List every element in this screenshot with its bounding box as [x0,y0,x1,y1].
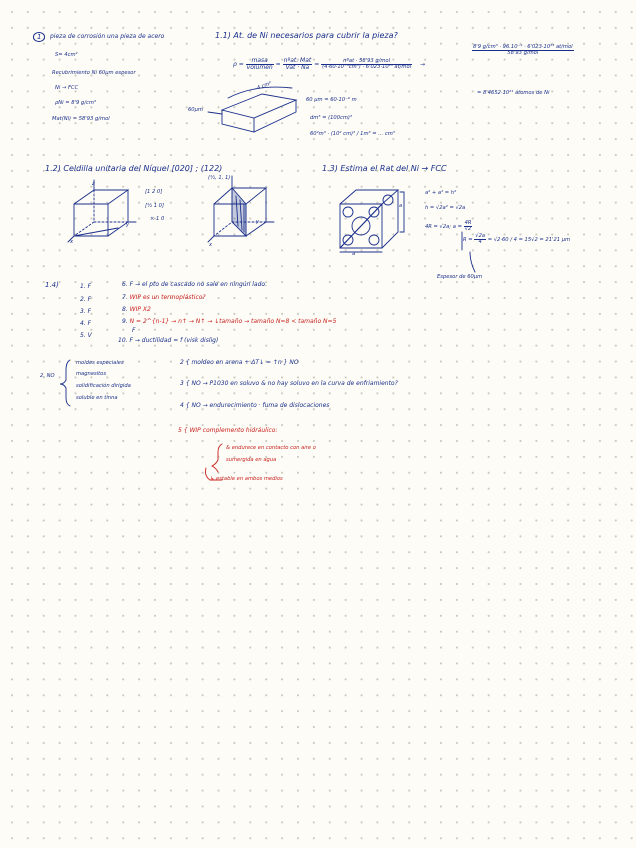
answer-8: 8. WIP X2 [122,306,151,313]
axis-z-label: z [92,181,95,187]
q2-sub-3: ↳ estable en ambos medios [210,476,283,482]
atoms-fraction: $\frac{\text{8'9 g/cm³ · 96.10⁻⁴ · 6'023·10²³ at/mol}}{\text{58'93 g/mol}}$ [473,44,573,57]
label-thickness: 60μm [188,107,203,113]
radius-result: R = $\frac{√2a}{4}$ = √2·60 / 4 = 15√2 = 21'21 μm [463,233,571,246]
axis-y-label-2: y [256,219,260,225]
answer-3: 3. F [80,308,92,315]
answer-7: 7. WIP es un termoplástico? [122,294,206,301]
unit-cell-plane-sketch [208,176,274,242]
given-structure: Ni → FCC [55,85,79,91]
axis-x-label-2: x [209,242,213,248]
conversion-3: 60²m³ · (10² cm)³ / 1m³ = ... cm³ [310,131,395,137]
q13-heading: 1.3) Estima el Rat del Ni → FCC [322,164,447,173]
q2-brace [60,360,70,406]
given-atomic-mass: Mat(Ni) = 58'93 g/mol [52,116,110,122]
answer-10: 10. F → ductilidad = f (visk dislig) [118,337,219,344]
direction-2: [½ 1 0] [145,203,164,209]
problem-number: 1 [33,34,45,41]
answer-1: 1. F [80,283,92,290]
q11-heading: 1.1) At. de Ni necesarios para cubrir la pieza? [215,31,398,40]
given-density: ρNi = 8'9 g/cm³ [55,100,96,106]
label-area: 4 cm² [256,80,273,92]
edge-label-a-2: a [352,251,356,257]
answer-9: 9. N = 2^{n-1} → n↑ → N↑ → ↓tamaño → tamaño N=8 < tamaño N=5 [122,318,337,325]
plane-intercepts: (½, 1, 1) [208,175,231,181]
fcc-eq-2: h = √2a² = √2a [425,205,466,211]
coating-slab-sketch [208,87,296,132]
brace-item-4: soluble en tinna [76,395,118,401]
atoms-result: = 8'4652·10²¹ átomos de Ni [477,90,550,96]
q2-item-3: 3 { NO → P1030 en soluvo & no hay soluvo en la curva de enfriamiento? [180,380,398,387]
q2-item-2: 2 { moldeo en arena + ΔT↓ = ↑n } NO [180,359,299,366]
q12-heading: 1.2) Celdilla unitaria del Níquel [020] ; (122) [45,164,223,173]
direction-1: [1 2 0] [145,189,163,195]
axis-y-label: y [126,222,130,228]
q2-number: 2. NO [40,373,55,379]
answer-9-verdict: F [132,327,136,334]
brace-item-1: moldes especiales [76,360,124,366]
given-coating: Recubrimiento Ni 60μm espesor [52,70,136,76]
fcc-brace [462,232,475,272]
brace-item-3: solidificación dirigida [76,383,131,389]
fcc-cube-sketch [340,190,404,252]
fcc-eq-3: 4R = √2a; a = $\frac{4R}{√2}$ [425,220,472,233]
q2-red-brace [206,444,223,480]
answer-5: 5. V [80,332,92,339]
q2-item-5: 5 { WIP complemento hidráulico: [178,427,278,434]
unit-cell-directions-sketch [68,180,136,242]
answer-4: 4. F [80,320,92,327]
q2-item-4: 4 { NO → endurecimiento · fuma de dislocaciones [180,402,330,409]
problem-title: pieza de corrosión una pieza de acero [50,33,165,40]
density-formula: ρ = $\frac{\text{masa}}{\text{volumen}}$ = $\frac{\text{nºat. Mat}}{\text{Vat · Na}}$ = $\frac{\text{nºat · 58'93 g/mol}}{\text{(4·60·10⁻⁴cm³) · 6'023·10²³ at/mol}}$ → [233,57,426,71]
answer-6: 6. F → el pto de cascado no sale en ningún lado. [122,281,267,288]
axis-x-label: x [70,239,74,245]
fcc-eq-1: a² + a² = h² [425,190,457,196]
conversion-2: dm³ = (100cm)³ [310,115,353,121]
q2-sub-1: & endurece en contacto con aire o [226,445,316,451]
q14-heading: 1.4) [45,281,59,289]
given-surface: S= 4cm² [55,52,78,58]
edge-label-a: a [399,203,403,209]
direction-3: × 1 0 [150,216,165,222]
conversion-1: 60 μm = 60·10⁻⁶ m [306,97,357,103]
thickness-note: Espesor de 60μm [437,274,483,280]
brace-item-2: magnesitos [76,371,107,377]
answer-2: 2. F [80,296,92,303]
q2-sub-2: sumergida en agua [226,457,277,463]
